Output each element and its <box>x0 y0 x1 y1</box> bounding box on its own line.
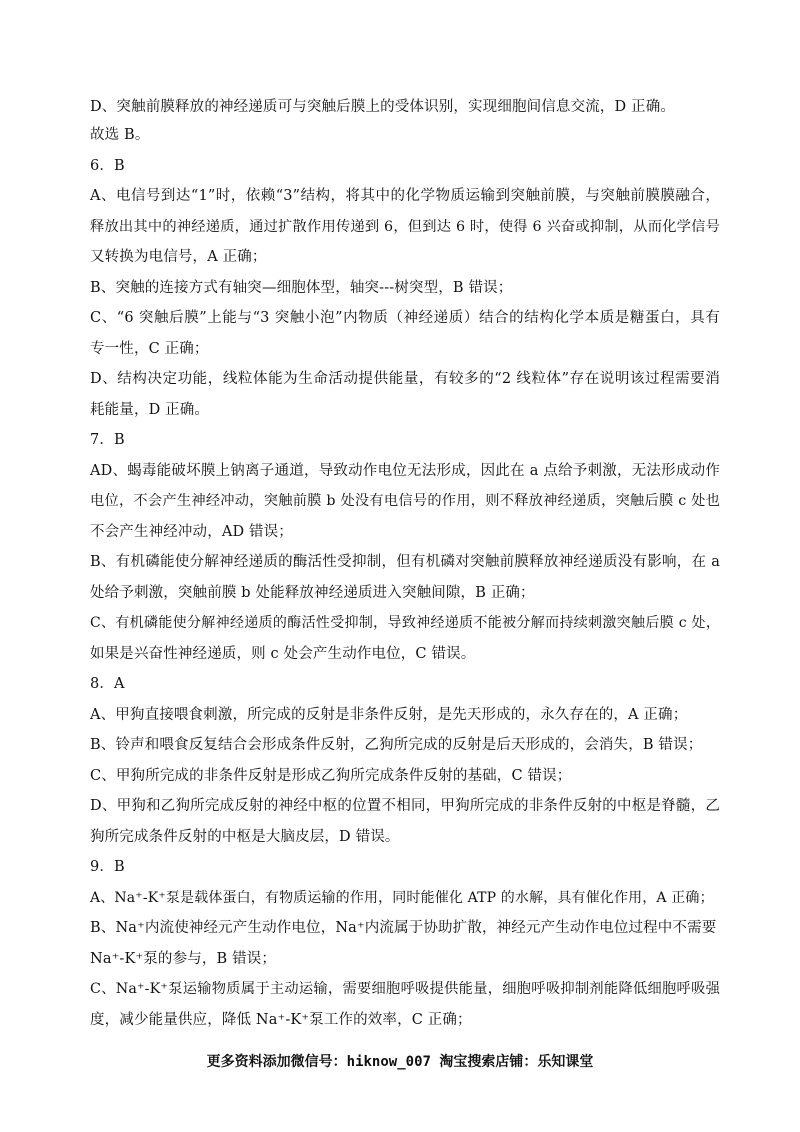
text-line: 又转换为电信号，A 正确； <box>90 249 267 265</box>
text-line: C、“6 突触后膜”上能与“3 突触小泡”内物质（神经递质）结合的结构化学本质是糖蛋白，具有 <box>90 310 720 326</box>
text-line: A、甲狗直接喂食刺激，所完成的反射是非条件反射，是先天形成的，永久存在的，A 正确； <box>90 707 688 723</box>
text-line: B、突触的连接方式有轴突—细胞体型，轴突---树突型，B 错误； <box>90 280 513 296</box>
page-footer: 更多资料添加微信号：hiknow_007 淘宝搜索店铺：乐知课堂 <box>206 1054 594 1070</box>
text-line: AD、蝎毒能破坏膜上钠离子通道，导致动作电位无法形成，因此在 a 点给予刺激，无法形成动作 <box>90 463 720 479</box>
text-line: 处给予刺激，突触前膜 b 处能释放神经递质进入突触间隙，B 正确； <box>90 585 535 601</box>
text-line: A、电信号到达“1”时，依赖“3”结构，将其中的化学物质运输到突触前膜，与突触前膜膜融合， <box>90 188 720 204</box>
question-number: 8．A <box>90 676 125 692</box>
text-line: D、甲狗和乙狗所完成反射的神经中枢的位置不相同，甲狗所完成的非条件反射的中枢是脊髓，乙 <box>90 798 720 814</box>
text-line: 故选 B。 <box>90 127 150 143</box>
text-line: 电位，不会产生神经冲动，突触前膜 b 处没有电信号的作用，则不释放神经递质，突触后膜 c 处也 <box>90 493 720 509</box>
question-number: 9．B <box>90 859 125 875</box>
question-number: 7．B <box>90 432 125 448</box>
text-line: A、Na⁺-K⁺泵是载体蛋白，有物质运输的作用，同时能催化 ATP 的水解，具有催化作用，A 正确； <box>90 890 714 906</box>
text-line: B、铃声和喂食反复结合会形成条件反射，乙狗所完成的反射是后天形成的，会消失，B 错误； <box>90 737 703 753</box>
text-line: B、Na⁺内流使神经元产生动作电位，Na⁺内流属于协助扩散，神经元产生动作电位过程中不需要 <box>90 920 717 936</box>
text-line: 狗所完成条件反射的中枢是大脑皮层，D 错误。 <box>90 829 400 845</box>
question-number: 6．B <box>90 158 125 174</box>
text-line: D、结构决定功能，线粒体能为生命活动提供能量，有较多的“2 线粒体”存在说明该过程需要消 <box>90 371 720 387</box>
text-line: 专一性，C 正确； <box>90 341 209 357</box>
text-line: C、有机磷能使分解神经递质的酶活性受抑制，导致神经递质不能被分解而持续刺激突触后膜 c 处， <box>90 615 720 631</box>
text-line: B、有机磷能使分解神经递质的酶活性受抑制，但有机磷对突触前膜释放神经递质没有影响，在 a <box>90 554 720 570</box>
text-line: 耗能量，D 正确。 <box>90 402 210 418</box>
text-line: C、甲狗所完成的非条件反射是形成乙狗所完成条件反射的基础，C 错误； <box>90 768 572 784</box>
text-line: 释放出其中的神经递质，通过扩散作用传递到 6，但到达 6 时，使得 6 兴奋或抑制，从而化学信号 <box>90 219 720 235</box>
text-line: Na⁺-K⁺泵的参与，B 错误； <box>90 951 277 967</box>
text-line: 不会产生神经冲动，AD 错误； <box>90 524 293 540</box>
text-line: D、突触前膜释放的神经递质可与突触后膜上的受体识别，实现细胞间信息交流，D 正确。 <box>90 99 676 115</box>
text-line: 度，减少能量供应，降低 Na⁺-K⁺泵工作的效率，C 正确； <box>90 1012 472 1028</box>
text-line: 如果是兴奋性神经递质，则 c 处会产生动作电位，C 错误。 <box>90 646 476 662</box>
text-line: C、Na⁺-K⁺泵运输物质属于主动运输，需要细胞呼吸提供能量，细胞呼吸抑制剂能降低细胞呼吸强 <box>90 981 720 997</box>
